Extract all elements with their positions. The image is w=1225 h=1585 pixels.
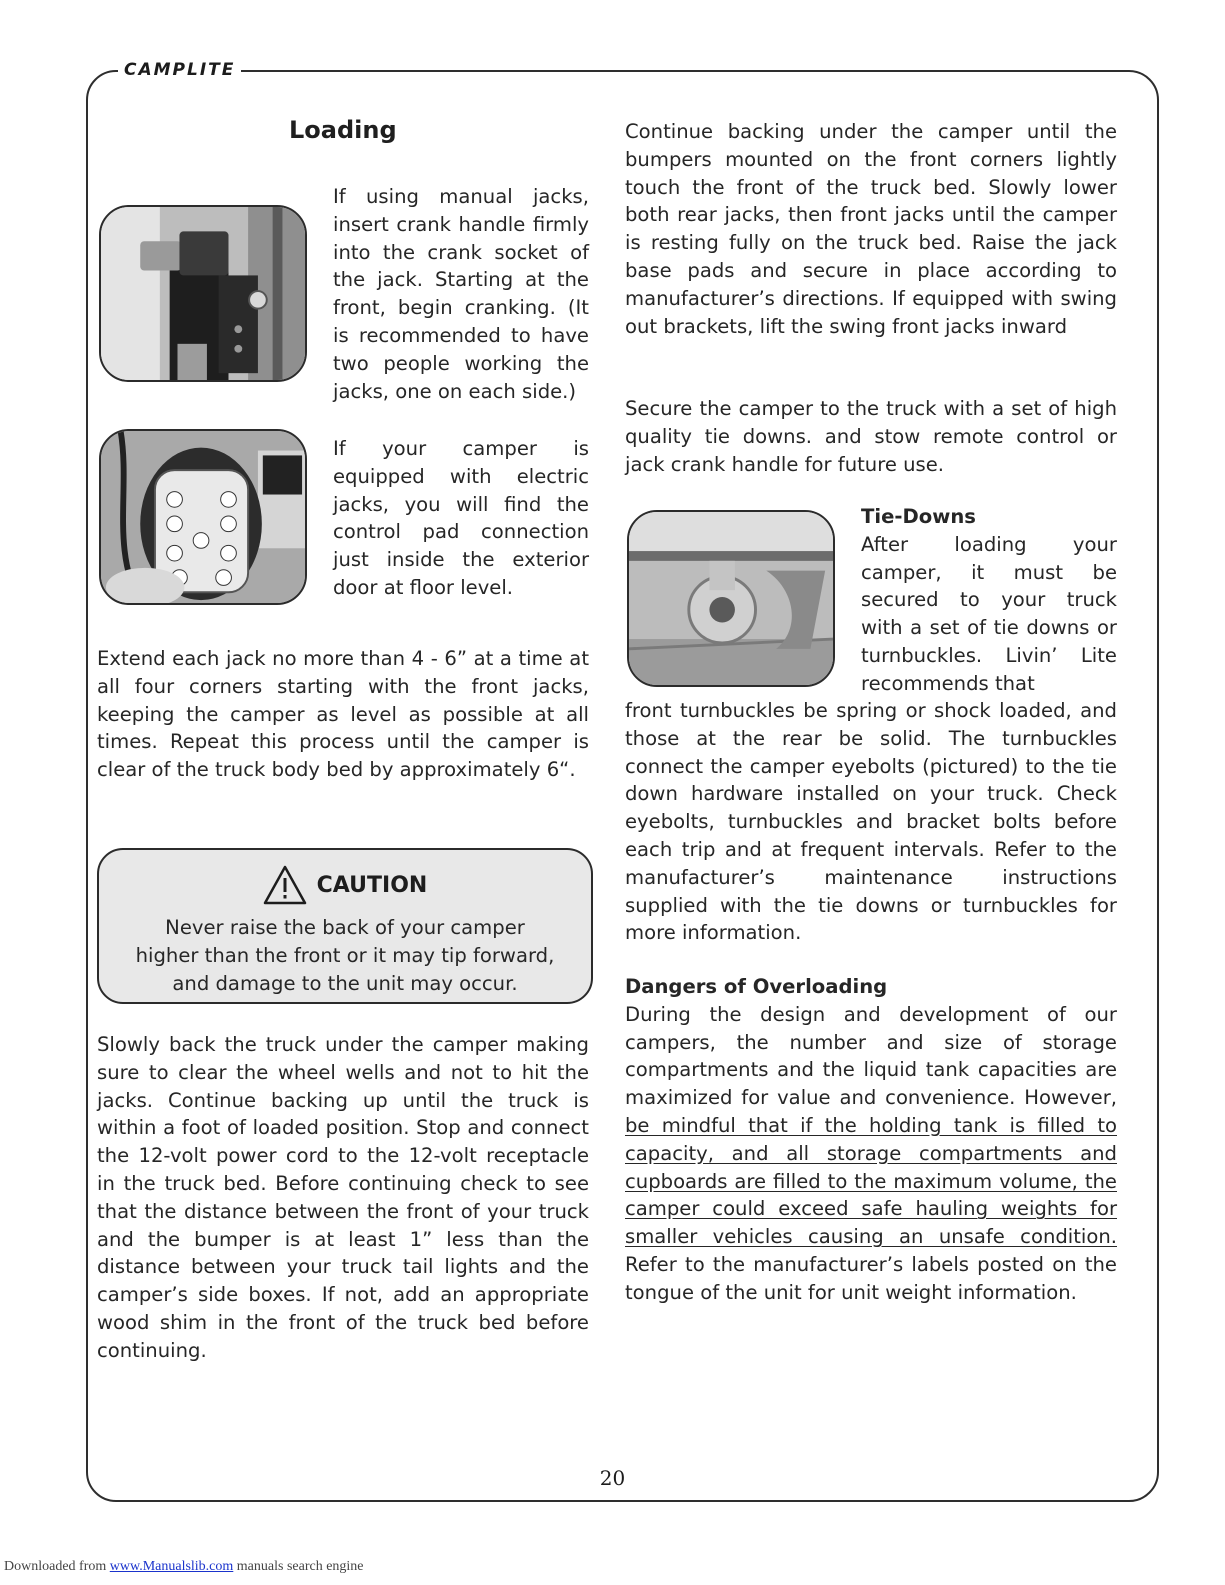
footer-suffix: manuals search engine [233, 1559, 364, 1574]
back-truck-paragraph: Slowly back the truck under the camper making sure to clear the wheel wells and not to hit the jacks. Continue backing up until the truck is within a foot of loaded position. Stop and connect the 12-volt power cord to the 12-volt receptacle in the truck bed. Before continuing check to see that the distance between the front of your truck and the bumper is at least 1” less than the distance between your truck tail lights and the camper’s side boxes. If not, add an appropriate wood shim in the front of the truck bed before continuing. [97, 1033, 589, 1362]
caution-title: CAUTION [316, 872, 428, 898]
overloading-intro: During the design and development of our campers, the number and size of storage compartments and the liquid tank capacities are maximized for value and convenience. However, [625, 1002, 1117, 1110]
manual-jacks-paragraph: If using manual jacks, insert crank handle firmly into the crank socket of the jack. Starting at the front, begin cranking. (It is recommended to have two people working the jacks, one on each side.) [333, 185, 589, 403]
manual-jack-photo [99, 205, 307, 382]
eyebolt-photo [627, 510, 835, 687]
brand-label: CAMPLITE [118, 60, 241, 80]
caution-box [97, 848, 593, 1004]
electric-jacks-paragraph: If your camper is equipped with electric jacks, you will find the control pad connection just inside the exterior door at floor level. [333, 437, 589, 599]
secure-camper-paragraph: Secure the camper to the truck with a set of high quality tie downs. and stow remote control or jack crank handle for future use. [625, 397, 1117, 476]
caution-line: Never raise the back of your camper [165, 916, 525, 939]
download-footer [4, 1559, 364, 1575]
overloading-warning: be mindful that if the holding tank is filled to capacity, and all storage compartments and cupboards are filled to the maximum volume, the camper could exceed safe hauling weights for smaller vehicles causing an unsafe condition. [625, 1113, 1117, 1249]
continue-backing-paragraph: Continue backing under the camper until the bumpers mounted on the front corners lightly touch the front of the truck bed. Slowly lower both rear jacks, then front jacks until the camper is resting fully on the truck bed. Raise the jack base pads and secure in place according to manufacturer’s directions. If equipped with swing out brackets, lift the swing front jacks inward [625, 120, 1117, 338]
tie-downs-intro: After loading your camper, it must be secured to your truck with a set of tie downs or turnbuckles. Livin’ Lite recommends that [861, 532, 1117, 695]
electric-jack-remote-photo [99, 429, 307, 605]
overloading-paragraph [625, 1001, 1117, 1307]
caution-line: and damage to the unit may occur. [172, 972, 518, 995]
caution-line: higher than the front or it may tip forward, [135, 944, 555, 967]
section-title-loading: Loading [289, 116, 397, 144]
manualslib-link[interactable]: www.Manualslib.com [109, 1559, 234, 1574]
warning-triangle-icon [263, 865, 307, 905]
overloading-heading: Dangers of Overloading [625, 975, 888, 998]
page-number: 20 [599, 1466, 626, 1490]
tie-downs-paragraph: front turnbuckles be spring or shock loaded, and those at the rear be solid. The turnbuckles connect the camper eyebolts (pictured) to the tie down hardware installed on your truck. Check eyebolts, turnbuckles and bracket bolts before each trip and at frequent intervals. Refer to the manufacturer’s maintenance instructions supplied with the tie downs or turnbuckles for more information. [625, 699, 1117, 945]
extend-jacks-paragraph: Extend each jack no more than 4 - 6” at a time at all four corners starting with the front jacks, keeping the camper as level as possible at all times. Repeat this process until the camper is clear of the truck body bed by approximately 6“. [97, 647, 589, 782]
overloading-end: Refer to the manufacturer’s labels posted on the tongue of the unit for unit weight information. [625, 1252, 1117, 1304]
footer-prefix: Downloaded from [4, 1559, 110, 1574]
tie-downs-heading: Tie-Downs [861, 505, 976, 528]
